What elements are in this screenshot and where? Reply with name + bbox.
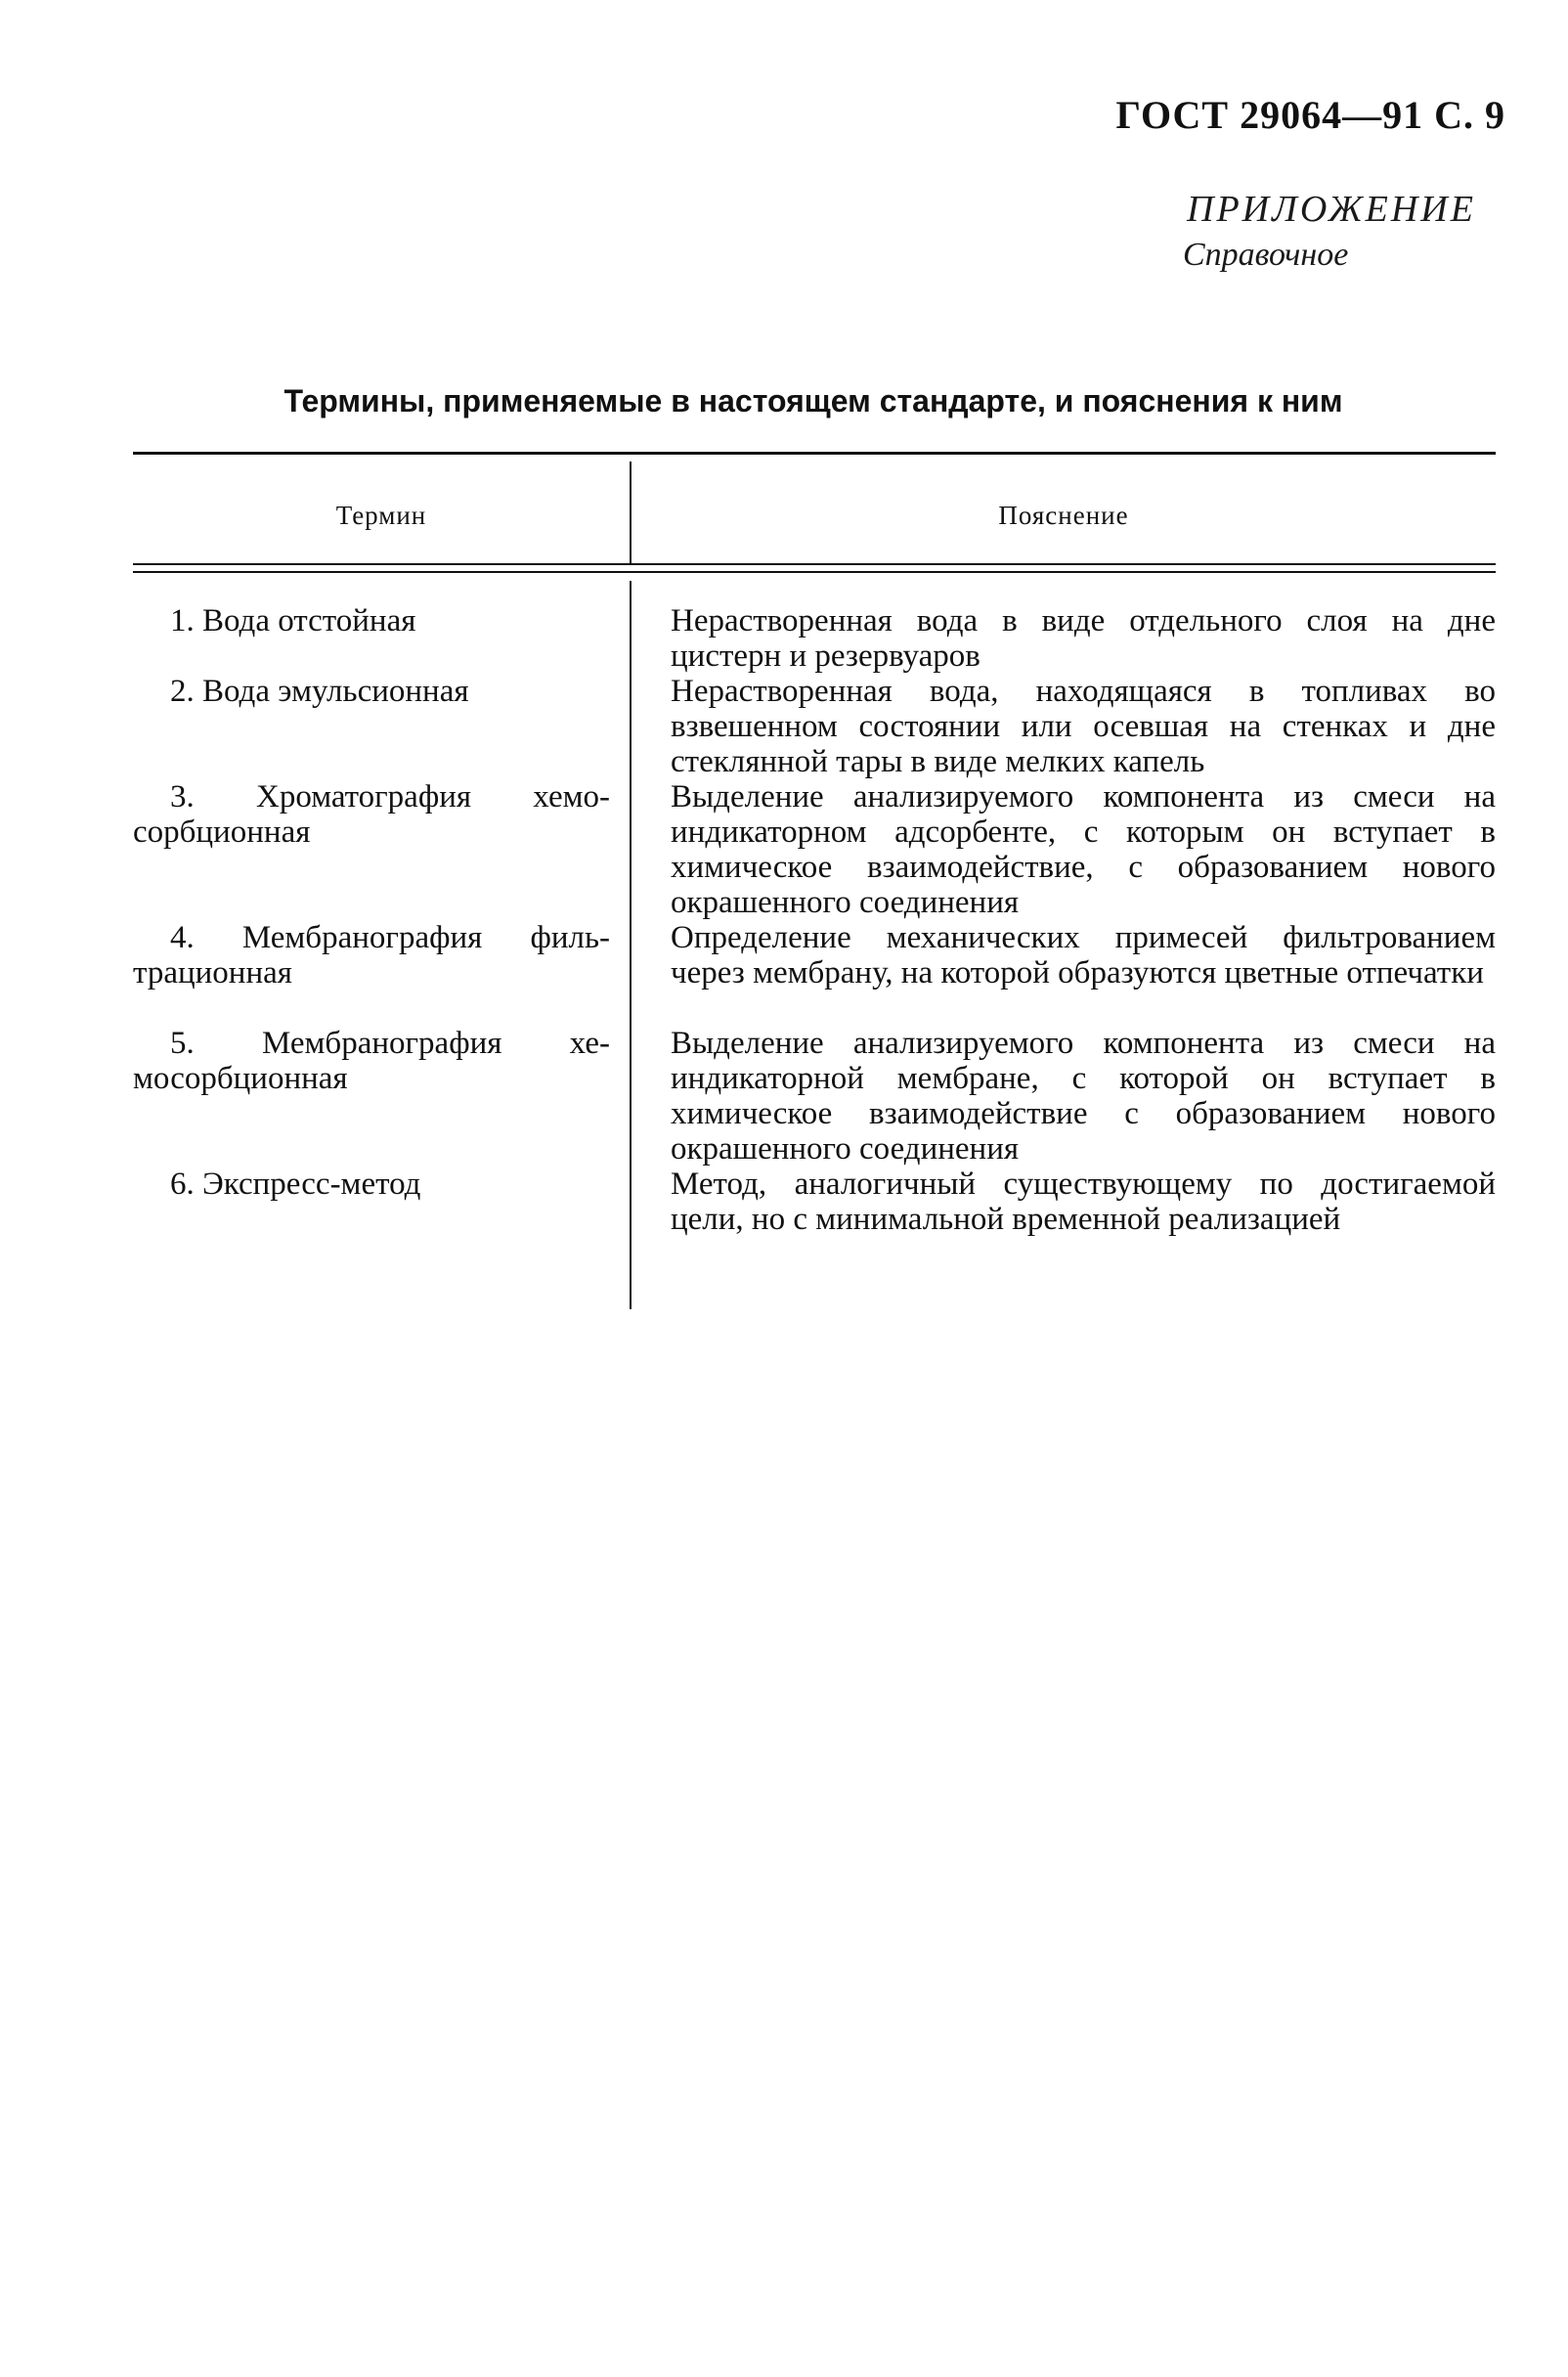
term-text: 1. Вода отстойная [170,603,416,638]
appendix-title: ПРИЛОЖЕНИЕ [1187,189,1476,230]
column-divider [630,581,632,1309]
term-cell [133,920,610,990]
terms-table [133,452,1496,1312]
term-cell [133,603,610,638]
term-cell [133,674,610,709]
appendix-subtitle: Справочное [1183,237,1349,273]
term-cell [133,779,610,850]
explanation-cell: Определение механических примесей фильтрованием через мембрану, на которой образуются цветные отпечатки [671,920,1496,990]
explanation-cell: Нерастворенная вода в виде отдельного слоя на дне цистерн и резервуаров [671,603,1496,674]
term-cell [133,1166,610,1202]
term-text: 4. Мембранография филь- [170,920,610,955]
term-text-continued: сорбционная [133,814,311,850]
term-text: 2. Вода эмульсионная [170,674,469,709]
page-header: ГОСТ 29064—91 С. 9 [1115,93,1505,137]
term-cell [133,1026,610,1096]
explanation-cell: Метод, аналогичный существующему по достигаемой цели, но с минимальной временной реализацией [671,1166,1496,1237]
header-rule [133,571,1496,573]
term-text: 6. Экспресс-метод [170,1166,421,1202]
term-text-continued: мосорбционная [133,1061,348,1096]
term-text: 3. Хроматография хемо- [170,779,610,814]
appendix-block [1183,188,1476,274]
term-text: 5. Мембранография хе- [170,1026,610,1061]
term-text-continued: трационная [133,955,292,990]
explanation-cell: Нерастворенная вода, находящаяся в топливах во взвешенном состоянии или осевшая на стенках и дне стеклянной тары в виде мелких капель [671,674,1496,779]
table-title: Термины, применяемые в настоящем стандарте, и пояснения к ним [283,383,1343,418]
explanation-cell: Выделение анализируемого компонента из смеси на индикаторной мембране, с которой он вступает в химическое взаимодействие с образованием нового окрашенного соединения [671,1026,1496,1166]
column-header-term: Термин [335,501,427,530]
column-header-explanation: Пояснение [998,501,1129,530]
table-top-rule [133,452,1496,455]
explanation-cell: Выделение анализируемого компонента из смеси на индикаторном адсорбенте, с которым он вступает в химическое взаимодействие, с образованием нового окрашенного соединения [671,779,1496,920]
header-rule [133,563,1496,565]
